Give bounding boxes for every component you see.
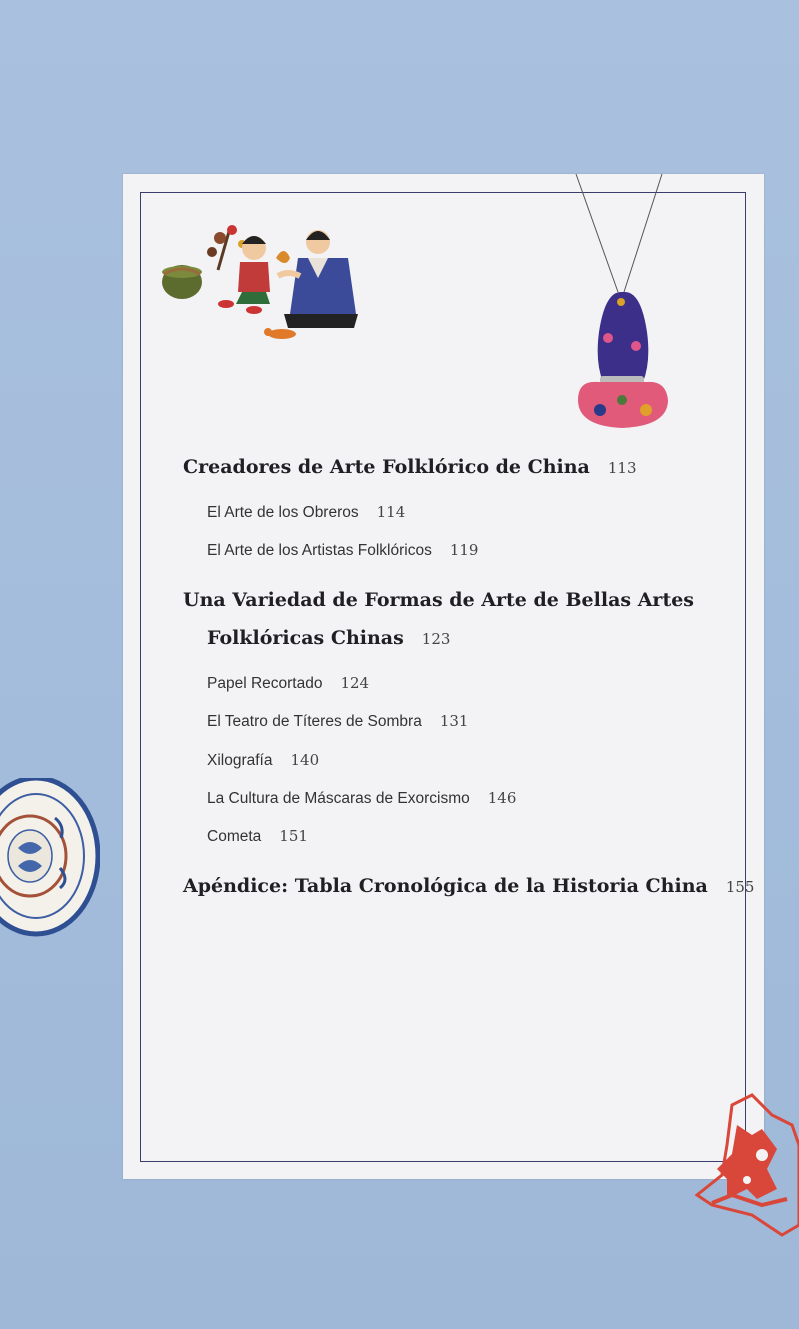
toc-entry-page: 146 [487, 789, 517, 807]
toc-entry-page: 151 [279, 827, 308, 845]
toc-entry-page: 114 [376, 503, 406, 521]
toc-entry-title: Xilografía [207, 752, 273, 769]
toc-entry-page: 124 [340, 674, 370, 692]
toc-entry[interactable] [207, 541, 478, 560]
toc-entry[interactable] [207, 789, 516, 808]
toc-entry-page: 155 [725, 878, 755, 896]
toc-entry-title: La Cultura de Máscaras de Exorcismo [207, 790, 470, 807]
toc-entry[interactable] [207, 503, 405, 522]
toc-entry[interactable] [183, 456, 637, 478]
toc-entry[interactable] [207, 827, 308, 846]
toc-entry-title: El Arte de los Obreros [207, 504, 359, 521]
toc-entry-title: Cometa [207, 828, 262, 845]
toc-entry-page: 119 [449, 541, 479, 559]
toc-entry[interactable] [207, 712, 468, 731]
toc-entry[interactable] [207, 674, 369, 693]
toc-entry-title: Folklóricas Chinas [207, 627, 404, 649]
toc-entry-title: Papel Recortado [207, 675, 323, 692]
toc-entry-page: 113 [607, 459, 637, 477]
toc-entry[interactable] [207, 627, 450, 649]
toc-entry[interactable] [207, 751, 319, 770]
toc-entry-title: Apéndice: Tabla Cronológica de la Historia China [183, 875, 708, 897]
toc-entry-title: Una Variedad de Formas de Arte de Bellas Artes [183, 589, 695, 611]
toc-entry-page: 131 [439, 712, 469, 730]
toc-entry-page: 123 [421, 630, 451, 648]
toc-entry-title: El Teatro de Títeres de Sombra [207, 713, 422, 730]
toc-entry-title: Creadores de Arte Folklórico de China [183, 456, 590, 478]
toc-entry-page: 140 [290, 751, 320, 769]
toc-entry[interactable] [183, 875, 754, 897]
toc-entry[interactable] [183, 589, 712, 611]
toc-entry-title: El Arte de los Artistas Folklóricos [207, 542, 432, 559]
